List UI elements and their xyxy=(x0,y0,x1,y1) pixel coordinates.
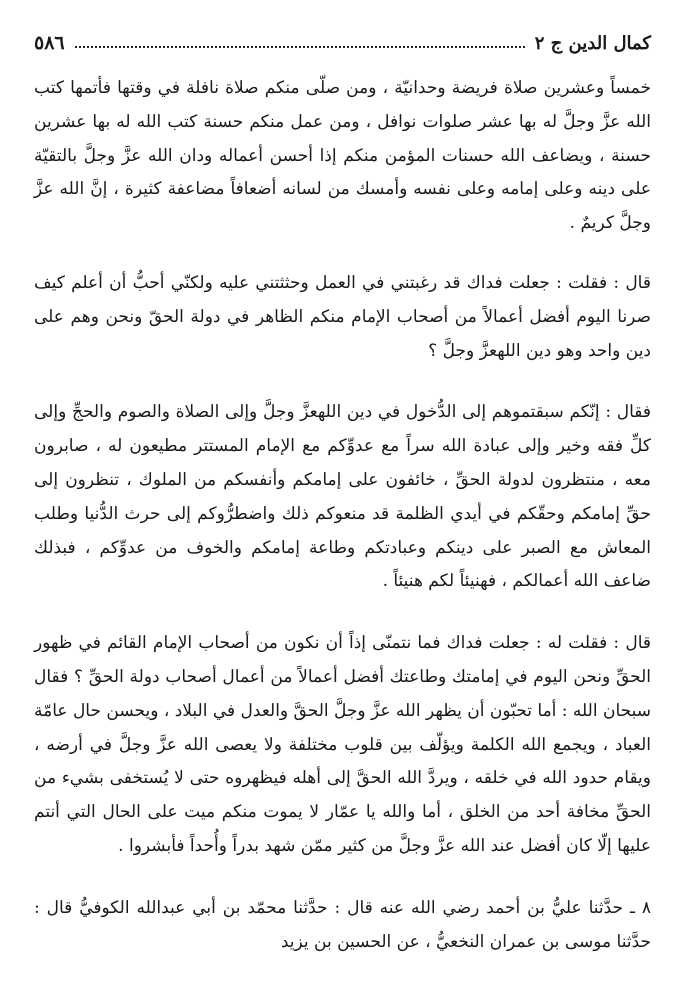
paragraph-5: ٨ ـ حدَّثنا عليُّ بن أحمد رضي الله عنه قال : حدَّثنا محمّد بن أبي عبدالله الكوفيُّ قال : حدَّثنا موسى بن عمران النخعيُّ ، عن الحسين بن يزيد xyxy=(34,897,651,952)
page-body xyxy=(34,72,651,1008)
page-number: ٥٨٦ xyxy=(34,32,65,54)
paragraph-3: فقال : إنّكم سبقتموهم إلى الدُّخول في دين اللهعزَّ وجلَّ وإلى الصلاة والصوم والحجِّ وإلى كلِّ فقه وخير وإلى عبادة الله سراً مع عدوِّكم مع الإمام المستتر مطيعون له ، صابرون معه ، منتظرون لدولة الحقِّ ، خائفون على إمامكم وأنفسكم من الملوك ، تنظرون إلى حقِّ إمامكم وحقّكم في أيدي الظلمة قد منعوكم ذلك واضطرُّوكم إلى حرث الدُّنيا وطلب المعاش مع الصبر على دينكم وعبادتكم وطاعة إمامكم والخوف من عدوِّكم ، فبذلك ضاعف الله أعمالكم ، فهنيئاً لكم هنيئاً . xyxy=(34,402,651,592)
paragraph-2: قال : فقلت : جعلت فداك قد رغبتني في العمل وحثثتني عليه ولكنّي أحبُّ أن أعلم كيف صرنا اليوم أفضل أعمالاً من أصحاب الإمام منكم الظاهر في دولة الحقّ ونحن وهم على دين واحد وهو دين اللهعزَّ وجلَّ ؟ xyxy=(34,272,651,361)
page-header xyxy=(34,26,651,54)
paragraph-1: خمساً وعشرين صلاة فريضة وحدانيّة ، ومن صلّى منكم صلاة نافلة في وقتها فأتمها كتب الله عزَّ وجلَّ له بها عشر صلوات نوافل ، ومن عمل منكم حسنة كتب الله له بها عشرين حسنة ، ويضاعف الله حسنات المؤمن منكم إذا أحسن أعماله ودان الله عزَّ وجلَّ بالتقيّة على دينه وعلى إمامه وعلى نفسه وأمسك من لسانه أضعافاً مضاعفة كثيرة ، إنَّ الله عزَّ وجلَّ كريمٌ . xyxy=(34,78,651,234)
running-title: كمال الدين ج ٢ xyxy=(534,33,651,54)
dotted-leader xyxy=(75,46,525,48)
paragraph-4: قال : فقلت له : جعلت فداك فما نتمنّى إذاً أن نكون من أصحاب الإمام القائم في ظهور الحقِّ ونحن اليوم في إمامتك وطاعتك أفضل أعمالاً من أعمال أصحاب دولة الحقِّ ؟ فقال سبحان الله : أما تحبّون أن يظهر الله عزَّ وجلَّ الحقَّ والعدل في البلاد ، ويحسن حال عامّة العباد ، ويجمع الله الكلمة ويؤلّف بين قلوب مختلفة ولا يعصى الله عزَّ وجلَّ في أرضه ، ويقام حدود الله في خلقه ، ويردَّ الله الحقَّ إلى أهله فيظهروه حتى لا يُستخفى بشيء من الحقِّ مخافة أحد من الخلق ، أما والله يا عمّار لا يموت منكم ميت على الحال التي أنتم عليها إلّا كان أفضل عند الله عزَّ وجلَّ من كثير ممّن شهد بدراً وأُحداً فأبشروا . xyxy=(34,633,651,856)
